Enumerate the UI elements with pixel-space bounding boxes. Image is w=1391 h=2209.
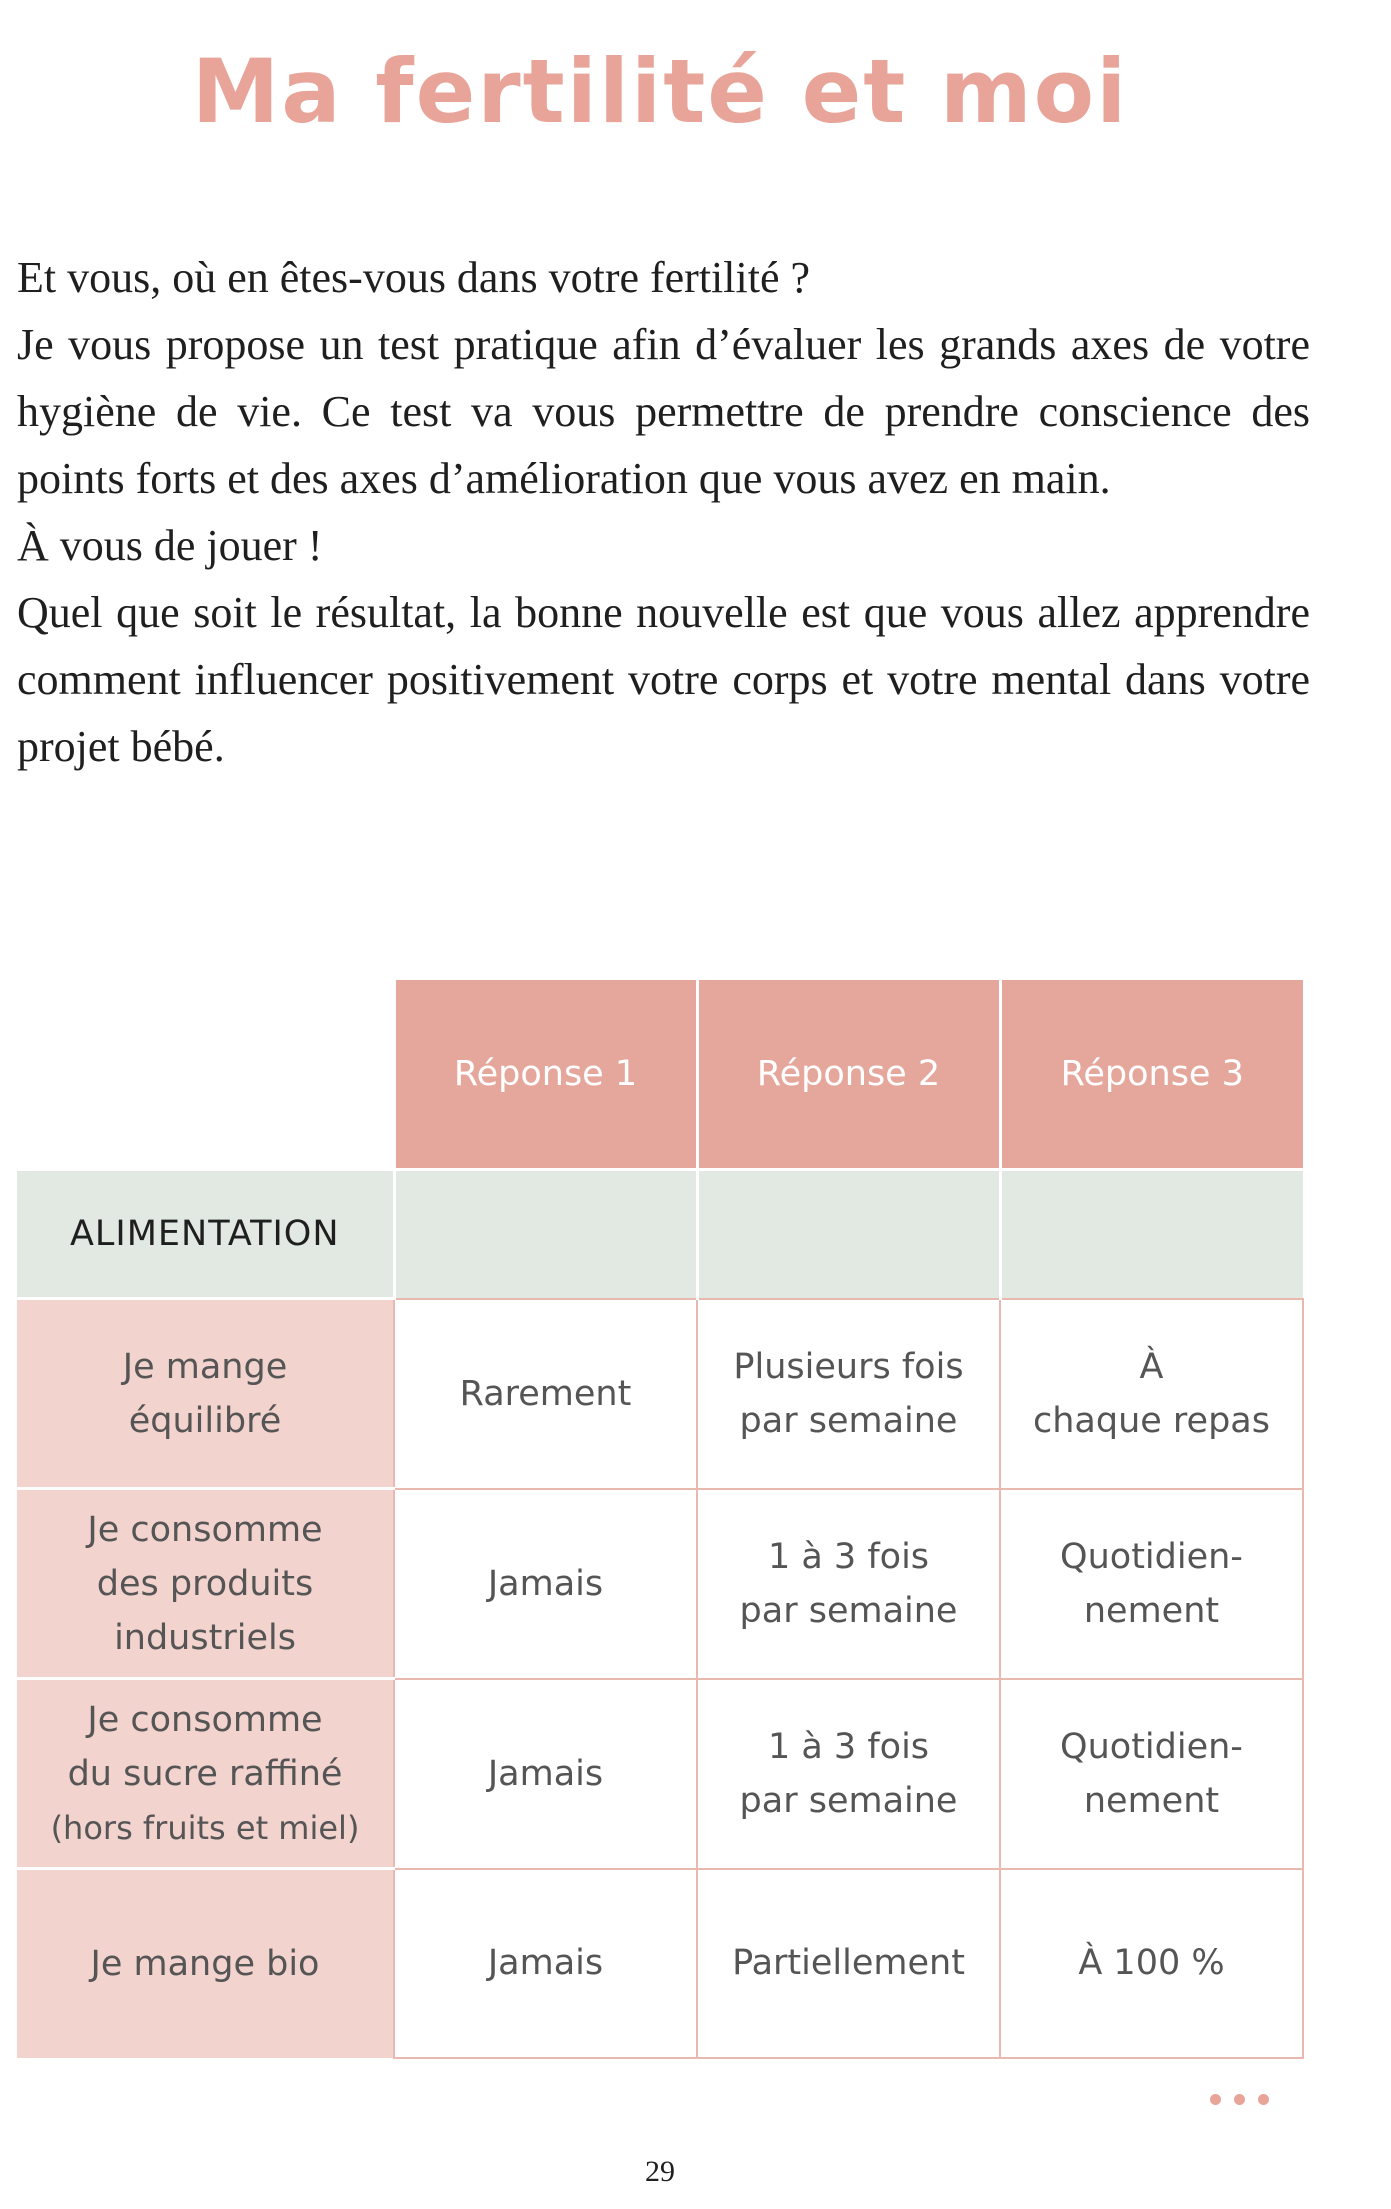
dot: [1234, 2094, 1245, 2105]
header-response-2: Réponse 2: [697, 980, 1000, 1170]
answer-line: 1 à 3 fois: [767, 1726, 930, 1767]
question-cell: [17, 1679, 394, 1869]
table-row: [17, 1489, 1303, 1679]
question-line: Je consomme: [87, 1699, 323, 1740]
answer-cell: [697, 1299, 1000, 1489]
answer-cell: [697, 1489, 1000, 1679]
answer-cell: [1000, 1299, 1303, 1489]
question-cell: Je mange bio: [17, 1869, 394, 2058]
quiz-table: [17, 980, 1304, 2059]
question-line: Je consomme: [87, 1509, 323, 1550]
answer-line: par semaine: [739, 1400, 958, 1441]
answer-cell: Partiellement: [697, 1869, 1000, 2058]
header-response-1: Réponse 1: [394, 980, 697, 1170]
answer-cell: [697, 1679, 1000, 1869]
answer-cell: Rarement: [394, 1299, 697, 1489]
header-empty-cell: [17, 980, 394, 1170]
dot: [1210, 2094, 1221, 2105]
answer-cell: [1000, 1679, 1303, 1869]
ellipsis-dots-icon: [1210, 2094, 1269, 2105]
section-row: [17, 1170, 1303, 1299]
intro-call-to-action: À vous de jouer !: [17, 521, 323, 570]
section-empty-cell: [394, 1170, 697, 1299]
intro-text: [17, 244, 1310, 780]
page-number: 29: [645, 2155, 675, 2188]
answer-line: par semaine: [739, 1590, 958, 1631]
answer-line: À: [1139, 1346, 1164, 1387]
answer-cell: Jamais: [394, 1869, 697, 2058]
section-empty-cell: [697, 1170, 1000, 1299]
table-header-row: [17, 980, 1303, 1170]
intro-conclusion: Quel que soit le résultat, la bonne nouvelle est que vous allez apprendre comment influencer positivement votre corps et votre mental dans votre projet bébé.: [17, 588, 1310, 771]
page-title: Ma fertilité et moi: [191, 40, 1129, 143]
answer-line: par semaine: [739, 1780, 958, 1821]
question-cell: [17, 1489, 394, 1679]
dot: [1258, 2094, 1269, 2105]
question-note: (hors fruits et miel): [50, 1808, 360, 1847]
answer-line: Quotidien-: [1060, 1536, 1243, 1577]
question-line: Je mange: [122, 1346, 288, 1387]
question-line: des produits: [96, 1563, 314, 1604]
answer-line: nement: [1083, 1780, 1220, 1821]
answer-line: Plusieurs fois: [733, 1346, 964, 1387]
answer-cell: [1000, 1489, 1303, 1679]
header-response-3: Réponse 3: [1000, 980, 1303, 1170]
question-line: équilibré: [128, 1400, 282, 1441]
answer-line: Quotidien-: [1060, 1726, 1243, 1767]
answer-cell: Jamais: [394, 1679, 697, 1869]
question-cell: [17, 1299, 394, 1489]
table-row: [17, 1299, 1303, 1489]
section-empty-cell: [1000, 1170, 1303, 1299]
intro-question: Et vous, où en êtes-vous dans votre fertilité ?: [17, 253, 811, 302]
section-label: ALIMENTATION: [17, 1170, 394, 1299]
intro-paragraph: Je vous propose un test pratique afin d’évaluer les grands axes de votre hygiène de vie. Ce test va vous permettre de prendre conscience des points forts et des axes d’amélioration que vous avez en main.: [17, 320, 1310, 503]
answer-line: chaque repas: [1033, 1400, 1270, 1441]
answer-line: nement: [1083, 1590, 1220, 1631]
table-row: [17, 1869, 1303, 2058]
question-line: industriels: [114, 1617, 296, 1658]
answer-cell: À 100 %: [1000, 1869, 1303, 2058]
table-row: [17, 1679, 1303, 1869]
answer-line: 1 à 3 fois: [767, 1536, 930, 1577]
answer-cell: Jamais: [394, 1489, 697, 1679]
question-line: du sucre raffiné: [67, 1753, 343, 1794]
